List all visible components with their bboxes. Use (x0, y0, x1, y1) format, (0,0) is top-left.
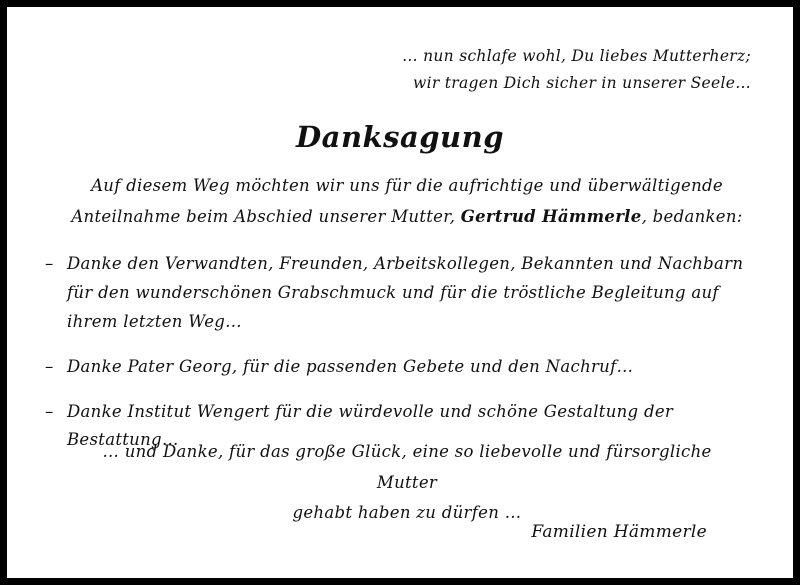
epitaph-line-2: wir tragen Dich sicher in unserer Seele… (413, 74, 751, 93)
intro-paragraph (67, 171, 747, 232)
card-sheet (7, 7, 793, 578)
closing-paragraph (77, 437, 737, 529)
list-item (45, 353, 773, 382)
closing-line-1: … und Danke, für das große Glück, eine so liebevolle und fürsorgliche Mutter (102, 442, 712, 492)
closing-line-2: gehabt haben zu dürfen … (292, 503, 522, 523)
intro-part-1: Auf diesem Weg möchten wir uns für die aufrichtige und überwältigende (91, 176, 723, 195)
deceased-name: Gertrud Hämmerle (460, 206, 642, 226)
epitaph-block (321, 43, 751, 97)
page-title: Danksagung (296, 120, 504, 154)
list-item-text: Danke Pater Georg, für die passenden Gebete und den Nachruf… (67, 356, 634, 376)
list-item-text: Danke den Verwandten, Freunden, Arbeitskollegen, Bekannten und Nachbarn für den wunderschönen Grabschmuck und für die tröstliche Begleitung auf ihrem letzten Weg… (67, 254, 744, 331)
epitaph-line-1: … nun schlafe wohl, Du liebes Mutterherz; (402, 47, 751, 65)
list-bullet: – (45, 356, 54, 376)
list-item-text: Danke Institut Wengert für die würdevolle und schöne Gestaltung der Bestattung… (67, 401, 674, 450)
signature: Familien Hämmerle (531, 522, 707, 542)
intro-part-3: , bedanken: (641, 206, 743, 226)
list-bullet: – (45, 254, 54, 273)
list-bullet: – (45, 401, 54, 421)
intro-part-2: Anteilnahme beim Abschied unserer Mutter, (71, 206, 456, 226)
list-item (45, 250, 773, 337)
